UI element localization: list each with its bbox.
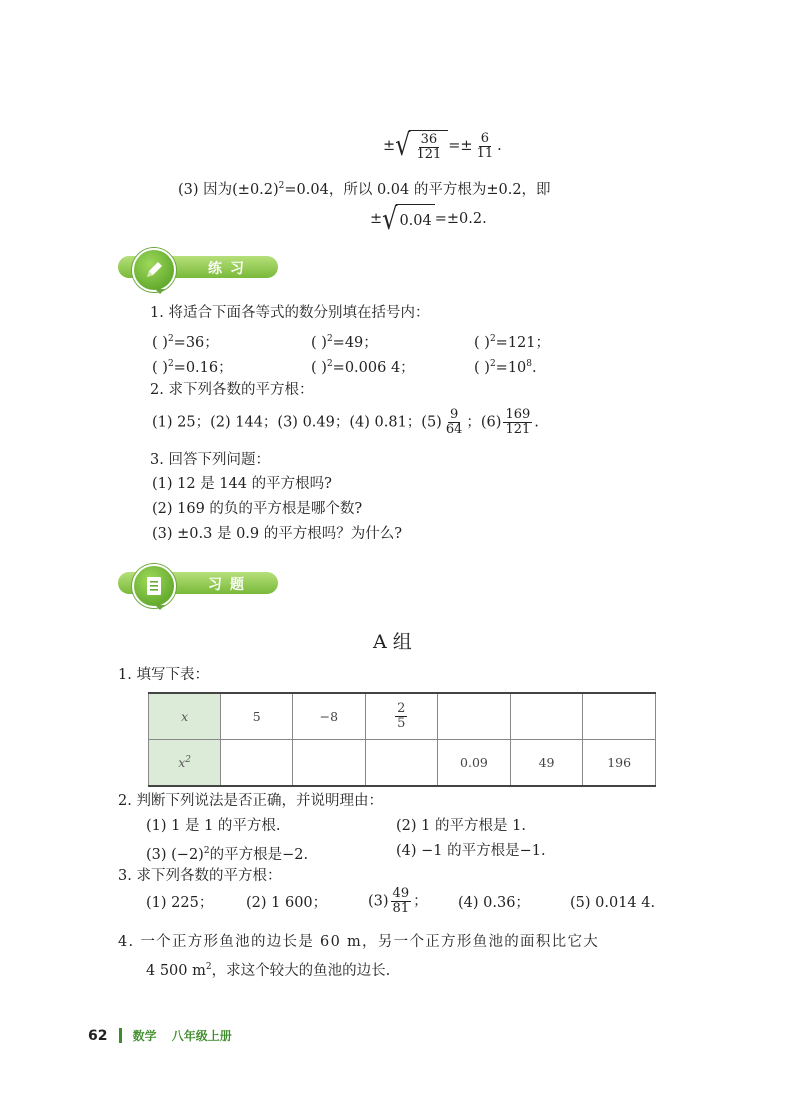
exercise-q3-d: (4) 0.36； [458,895,530,911]
group-title: A 组 [373,631,412,653]
footer-subject: 数学 [132,1029,157,1043]
exercise-q3: 3. 求下列各数的平方根： [118,868,282,884]
exercise-q1: 1. 填写下表： [118,667,209,683]
page-number: 62 [88,1028,108,1044]
table-cell [437,693,510,740]
exercise-q2: 2. 判断下列说法是否正确，并说明理由： [118,793,383,809]
practice-q3-c: (3) ±0.3 是 0.9 的平方根吗？为什么? [152,526,403,542]
table-cell: 49 [510,740,582,787]
footer-divider [119,1028,122,1043]
practice-q1-row2-a: ( )$^2$=0.16； [152,359,233,376]
pencil-icon [132,248,176,292]
table-cell [365,740,437,787]
exercise-q2-b: (2) 1 的平方根是 1. [396,818,526,834]
practice-q1-row1-a: ( )$^2$=36； [152,334,219,351]
table-cell: 196 [583,740,656,787]
practice-q2-items: (1) 25；(2) 144；(3) 0.49；(4) 0.81；(5) $\frac{9}{64}$ ；(6) $\frac{169}{121}$ . [152,407,539,437]
table-cell [221,740,293,787]
exercise-q3-e: (5) 0.014 4. [570,895,656,911]
table-cell: $\frac{2}{5}$ [365,693,437,740]
table-row [149,693,656,740]
table-cell: 0.09 [437,740,510,787]
table-head-x: x [149,693,221,740]
footer-grade: 八年级上册 [171,1029,232,1043]
table-cell [293,740,365,787]
table-cell [510,693,582,740]
exercise-q3-c: (3) $\frac{49}{81}$ ； [368,886,428,916]
exercise-q4-line2: 4 500 $m^2$，求这个较大的鱼池的边长. [146,962,391,979]
equation-sqrt-0-04: ± √ 0.04 =±0.2. [370,201,487,237]
practice-q3: 3. 回答下列问题： [150,452,270,468]
table-head-x-squared: $x^2$ [149,740,221,787]
practice-banner-label: 练习 [208,261,252,277]
square-table [148,692,656,787]
practice-q1-row2-b: ( )$^2$=0.006 4； [311,359,415,376]
equation-sqrt-36-121: ± √ $\frac{36}{121}$ =± $\frac{6}{11}$ . [383,127,502,163]
table-cell: −8 [293,693,365,740]
practice-q2: 2. 求下列各数的平方根： [150,382,314,398]
exercise-q2-a: (1) 1 是 1 的平方根. [146,818,281,834]
page-footer [88,1025,232,1044]
exercise-q4-line1: 4. 一个正方形鱼池的边长是 60 m，另一个正方形鱼池的面积比它大 [118,934,600,950]
exercise-q3-a: (1) 225； [146,895,214,911]
worked-item-3: (3) 因为$(\pm 0.2)^2=0.04$，所以 0.04 的平方根为±0.2，即 [178,181,551,198]
exercise-q2-c: (3) $(-2)^2$的平方根是−2. [146,846,309,863]
exercise-q3-b: (2) 1 600； [246,895,328,911]
exercises-banner [118,566,288,598]
practice-q3-a: (1) 12 是 144 的平方根吗? [152,476,332,492]
exercise-q2-d: (4) −1 的平方根是−1. [396,843,546,859]
practice-banner [118,250,288,282]
table-cell [583,693,656,740]
practice-q1-row1-b: ( )$^2$=49； [311,334,378,351]
exercises-banner-label: 习题 [208,577,252,593]
practice-q3-b: (2) 169 的负的平方根是哪个数? [152,501,363,517]
practice-q1-row2-c: ( )$^2=10^8$. [474,359,537,376]
practice-q1-row1-c: ( )$^2$=121； [474,334,550,351]
notebook-icon [132,564,176,608]
table-cell: 5 [221,693,293,740]
table-row [149,740,656,787]
practice-q1: 1. 将适合下面各等式的数分别填在括号内： [150,305,430,321]
